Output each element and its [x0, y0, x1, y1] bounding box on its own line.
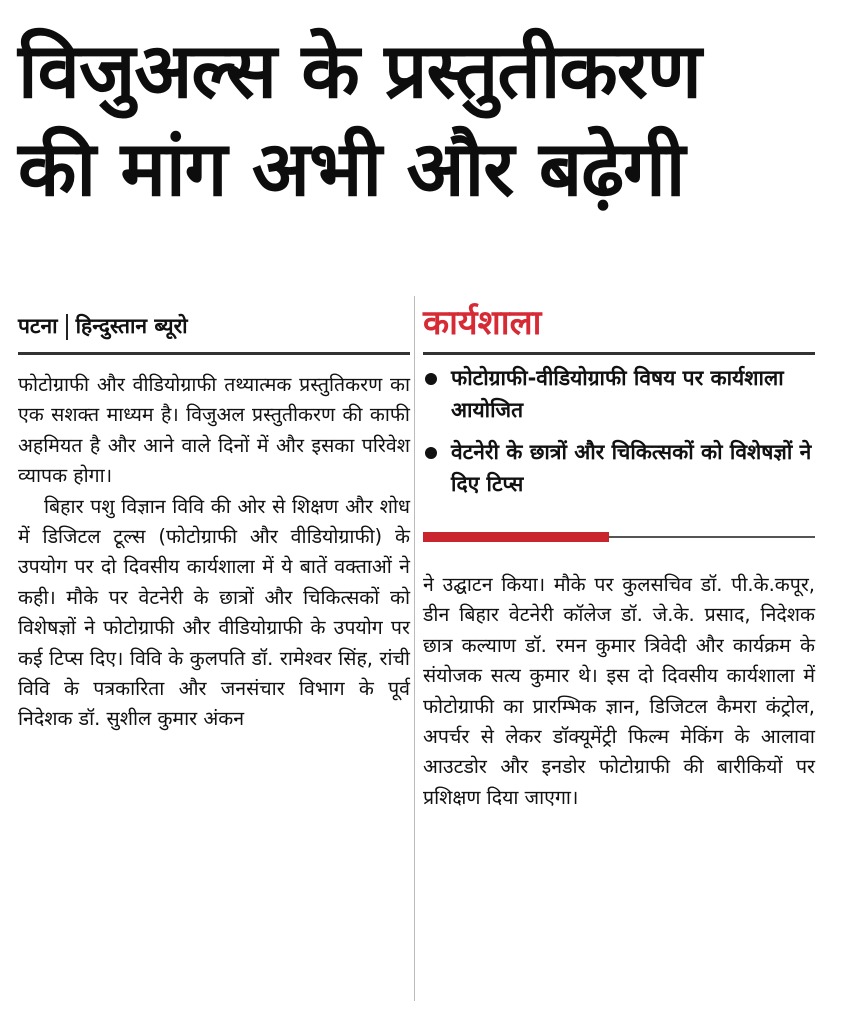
- article-right-column: [423, 570, 815, 813]
- headline-line-1: विजुअल्स के प्रस्तुतीकरण: [18, 26, 701, 115]
- byline-rule: [18, 352, 410, 355]
- sidebar-red-bar: [423, 532, 609, 542]
- headline-line-2: की मांग अभी और बढ़ेगी: [18, 124, 685, 213]
- sidebar-bullet-text: फोटोग्राफी-वीडियोग्राफी विषय पर कार्यशाला आयोजित: [451, 366, 784, 422]
- byline-city: पटना: [18, 314, 58, 338]
- headline: [18, 22, 818, 218]
- byline: [18, 312, 188, 340]
- article-paragraph: फोटोग्राफी और वीडियोग्राफी तथ्यात्मक प्रस्तुतिकरण का एक सशक्त माध्यम है। विजुअल प्रस्तुतीकरण की काफी अहमियत है और आने वाले दिनों में और इसका परिवेश व्यापक होगा।: [18, 373, 410, 488]
- sidebar-bullet-text: वेटनेरी के छात्रों और चिकित्सकों को विशेषज्ञों ने दिए टिप्स: [451, 440, 812, 496]
- article-left-column: [18, 370, 410, 735]
- bullet-icon: [425, 373, 437, 385]
- sidebar-rule: [423, 352, 815, 355]
- byline-bureau: हिन्दुस्तान ब्यूरो: [75, 314, 188, 338]
- article-paragraph: ने उद्घाटन किया। मौके पर कुलसचिव डॉ. पी.के.कपूर, डीन बिहार वेटनेरी कॉलेज डॉ. जे.के. प्रसाद, निदेशक छात्र कल्याण डॉ. रमन कुमार त्रिवेदी और कार्यक्रम के संयोजक सत्य कुमार थे। इस दो दिवसीय कार्यशाला में फोटोग्राफी का प्रारम्भिक ज्ञान, डिजिटल कैमरा कंट्रोल, अपर्चर से लेकर डॉक्यूमेंट्री फिल्म मेकिंग के आलावा आउटडोर और इनडोर फोटोग्राफी की बारीकियों पर प्रशिक्षण दिया जाएगा।: [423, 573, 815, 809]
- sidebar-gray-rule: [609, 536, 815, 538]
- sidebar-bullet-list: [423, 362, 815, 510]
- sidebar-bullet-item: [423, 362, 815, 426]
- sidebar-title: कार्यशाला: [423, 303, 542, 343]
- byline-separator: [66, 314, 68, 340]
- article-paragraph: बिहार पशु विज्ञान विवि की ओर से शिक्षण और शोध में डिजिटल टूल्स (फोटोग्राफी और वीडियोग्राफी) के उपयोग पर दो दिवसीय कार्यशाला में ये बातें वक्ताओं ने कही। मौके पर वेटनेरी के छात्रों और चिकित्सकों को विशेषज्ञों ने फोटोग्राफी और वीडियोग्राफी के उपयोग पर कई टिप्स दिए। विवि के कुलपति डॉ. रामेश्वर सिंह, रांची विवि के पत्रकारिता और जनसंचार विभाग के पूर्व निदेशक डॉ. सुशील कुमार अंकन: [18, 494, 410, 731]
- sidebar-bullet-item: [423, 436, 815, 500]
- bullet-icon: [425, 447, 437, 459]
- column-divider: [414, 296, 415, 1001]
